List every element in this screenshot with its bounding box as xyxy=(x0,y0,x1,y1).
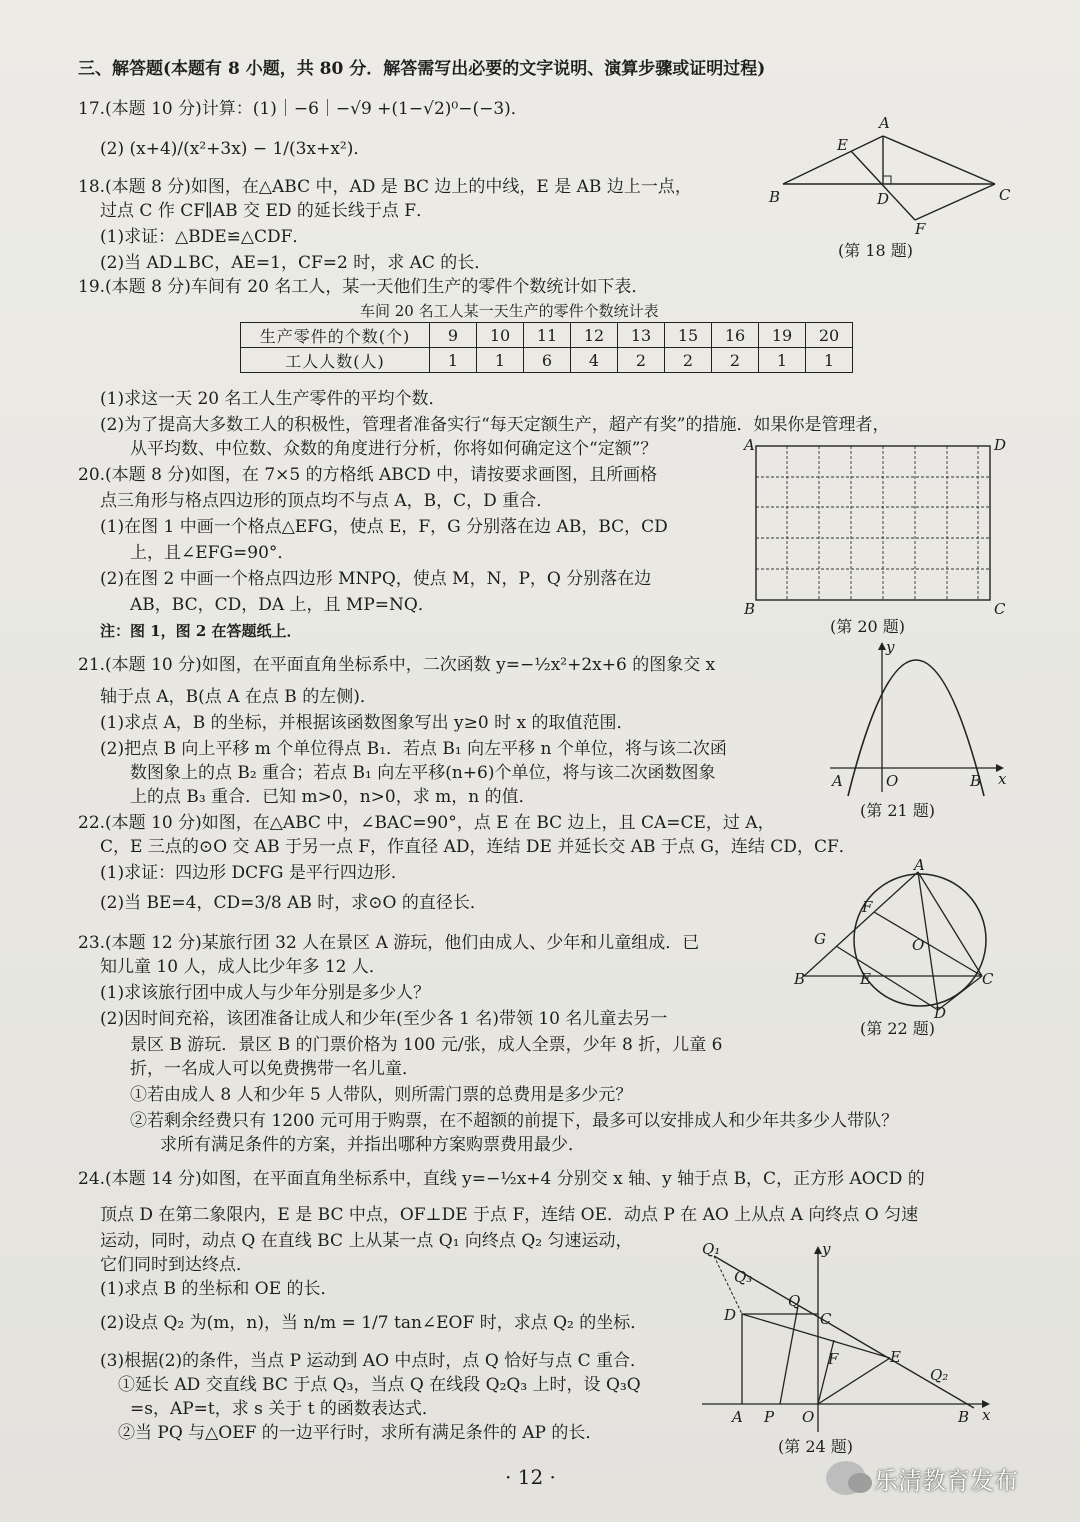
q24-line9: =s，AP=t，求 s 关于 t 的函数表达式． xyxy=(130,1399,439,1419)
q24-line10: ②当 PQ 与△OEF 的一边平行时，求所有满足条件的 AP 的长． xyxy=(118,1423,603,1443)
q24-label-C: C xyxy=(820,1310,832,1328)
q19-table xyxy=(240,322,853,373)
q19-parts-cell: 11 xyxy=(524,323,571,348)
q24-line7: (3)根据(2)的条件，当点 P 运动到 AO 中点时，点 Q 恰好与点 C 重合． xyxy=(100,1351,647,1371)
q18-line4: (2)当 AD⊥BC，AE=1，CF=2 时，求 AC 的长． xyxy=(100,253,492,273)
q21-line1: 21.(本题 10 分)如图，在平面直角坐标系中，二次函数 y=−½x²+2x+6 的图象交 x xyxy=(78,655,716,675)
q19-parts-cell: 16 xyxy=(712,323,759,348)
q23-line1: 23.(本题 12 分)某旅行团 32 人在景区 A 游玩，他们由成人、少年和儿童组成．已 xyxy=(78,933,700,953)
q24-figure xyxy=(694,1240,994,1450)
q20-line6: AB，BC，CD，DA 上，且 MP=NQ． xyxy=(130,595,435,615)
q19-line4: 从平均数、中位数、众数的角度进行分析，你将如何确定这个“定额”？ xyxy=(130,439,658,459)
q22-caption: (第 22 题) xyxy=(860,1019,936,1038)
q21-line5: 数图象上的点 B₂ 重合；若点 B₁ 向左平移(n+6)个单位，将与该二次函数图象 xyxy=(130,763,716,783)
q19-workers-cell: 2 xyxy=(712,348,759,373)
q22-line2: C，E 三点的⊙O 交 AB 于另一点 F，作直径 AD，连结 DE 并延长交 AB 于点 G，连结 CD，CF． xyxy=(100,837,856,857)
q24-label-P: P xyxy=(764,1408,775,1426)
q19-workers-cell: 1 xyxy=(759,348,806,373)
q21-label-y: y xyxy=(886,638,895,656)
q19-parts-cell: 9 xyxy=(430,323,477,348)
q23-line4: (2)因时间充裕，该团准备让成人和少年(至少各 1 名)带领 10 名儿童去另一 xyxy=(100,1009,668,1029)
q22-line4: (2)当 BE=4，CD=3/8 AB 时，求⊙O 的直径长． xyxy=(100,893,487,913)
q24-label-Q2: Q₂ xyxy=(930,1366,949,1384)
q20-label-D: D xyxy=(994,436,1007,454)
q19-line3: (2)为了提高大多数工人的积极性，管理者准备实行“每天定额生产，超产有奖”的措施．如果你是管理者， xyxy=(100,415,890,435)
q18-line2: 过点 C 作 CF∥AB 交 ED 的延长线于点 F． xyxy=(100,201,434,221)
q19-workers-cell: 4 xyxy=(571,348,618,373)
q18-line1: 18.(本题 8 分)如图，在△ABC 中，AD 是 BC 边上的中线，E 是 AB 边上一点， xyxy=(78,177,692,197)
q24-label-O: O xyxy=(802,1408,815,1426)
q18-caption: (第 18 题) xyxy=(838,241,914,260)
q19-parts-cell: 12 xyxy=(571,323,618,348)
q23-line3: (1)求该旅行团中成人与少年分别是多少人？ xyxy=(100,983,431,1003)
q20-label-A: A xyxy=(744,436,755,454)
q18-label-B: B xyxy=(769,188,781,206)
q19-workers-cell: 1 xyxy=(477,348,524,373)
section-title: 三、解答题(本题有 8 小题，共 80 分．解答需写出必要的文字说明、演算步骤或证明过程) xyxy=(78,59,766,79)
q23-line9: 求所有满足条件的方案，并指出哪种方案购票费用最少． xyxy=(160,1135,585,1155)
q22-label-A: A xyxy=(914,858,925,874)
q24-line2: 顶点 D 在第二象限内，E 是 BC 中点，OF⊥DE 于点 F，连结 OE．动点 P 在 AO 上从点 A 向终点 O 匀速 xyxy=(100,1205,919,1225)
q24-label-F: F xyxy=(828,1350,839,1368)
q22-label-F: F xyxy=(862,898,873,916)
q21-label-x: x xyxy=(998,770,1007,788)
q24-line1: 24.(本题 14 分)如图，在平面直角坐标系中，直线 y=−½x+4 分别交 x 轴、y 轴于点 B，C，正方形 AOCD 的 xyxy=(78,1169,925,1189)
q24-line8: ①延长 AD 交直线 BC 于点 Q₃，当点 Q 在线段 Q₂Q₃ 上时，设 Q₃Q xyxy=(118,1375,641,1395)
watermark xyxy=(826,1456,1056,1500)
q19-parts-cell: 20 xyxy=(806,323,853,348)
q17-line2: (2) (x+4)/(x²+3x) − 1/(3x+x²)． xyxy=(100,139,371,159)
q19-parts-cell: 13 xyxy=(618,323,665,348)
q18-label-D: D xyxy=(877,190,890,208)
q20-line1: 20.(本题 8 分)如图，在 7×5 的方格纸 ABCD 中，请按要求画图，且所画格 xyxy=(78,465,658,485)
q22-circle-figure xyxy=(788,858,1018,1018)
q21-label-A: A xyxy=(832,772,843,790)
q21-label-O: O xyxy=(886,772,899,790)
q20-line4: 上，且∠EFG=90°． xyxy=(130,543,295,563)
q21-label-B: B xyxy=(970,772,982,790)
q20-note: 注：图 1，图 2 在答题纸上． xyxy=(100,622,302,640)
q20-line3: (1)在图 1 中画一个格点△EFG，使点 E，F，G 分别落在边 AB，BC，CD xyxy=(100,517,668,537)
q22-line3: (1)求证：四边形 DCFG 是平行四边形． xyxy=(100,863,408,883)
q24-label-B: B xyxy=(958,1408,970,1426)
q19-parts-cell: 19 xyxy=(759,323,806,348)
q19-parts-cell: 10 xyxy=(477,323,524,348)
q21-line2: 轴于点 A，B(点 A 在点 B 的左侧)． xyxy=(100,687,377,707)
q22-label-O: O xyxy=(912,936,925,954)
q24-line4: 它们同时到达终点． xyxy=(100,1255,253,1275)
q21-parabola-figure xyxy=(822,636,1012,798)
q18-label-A: A xyxy=(879,114,890,132)
q24-label-Q3: Q₃ xyxy=(734,1268,753,1286)
q21-caption: (第 21 题) xyxy=(860,801,936,820)
q20-line2: 点三角形与格点四边形的顶点均不与点 A，B，C，D 重合． xyxy=(100,491,554,511)
q19-workers-cell: 1 xyxy=(430,348,477,373)
q18-figure xyxy=(765,108,1025,238)
q24-line5: (1)求点 B 的坐标和 OE 的长． xyxy=(100,1279,338,1299)
q23-line6: 折，一名成人可以免费携带一名儿童． xyxy=(130,1059,419,1079)
q20-line5: (2)在图 2 中画一个格点四边形 MNPQ，使点 M，N，P，Q 分别落在边 xyxy=(100,569,652,589)
q22-label-E: E xyxy=(860,970,871,988)
q18-line3: (1)求证：△BDE≌△CDF． xyxy=(100,227,310,247)
q24-label-y: y xyxy=(822,1240,831,1258)
q19-line2: (1)求这一天 20 名工人生产零件的平均个数． xyxy=(100,389,446,409)
q17-line1: 17.(本题 10 分)计算：(1)｜−6｜−√9 +(1−√2)⁰−(−3)． xyxy=(78,99,528,119)
q22-label-C: C xyxy=(982,970,994,988)
q24-label-D: D xyxy=(724,1306,737,1324)
page-number: · 12 · xyxy=(505,1465,556,1489)
q20-label-C: C xyxy=(994,600,1006,618)
q19-table-title: 车间 20 名工人某一天生产的零件个数统计表 xyxy=(360,302,659,320)
q19-parts-cell: 15 xyxy=(665,323,712,348)
q18-label-C: C xyxy=(999,186,1011,204)
q18-label-E: E xyxy=(837,136,848,154)
q21-line4: (2)把点 B 向上平移 m 个单位得点 B₁．若点 B₁ 向左平移 n 个单位，将与该二次函 xyxy=(100,739,727,759)
q23-line5: 景区 B 游玩．景区 B 的门票价格为 100 元/张，成人全票，少年 8 折，儿童 6 xyxy=(130,1035,723,1055)
q19-row1-label: 生产零件的个数(个) xyxy=(241,323,430,348)
q19-row2-label: 工人人数(人) xyxy=(241,348,430,373)
wechat-icon xyxy=(826,1461,866,1495)
q22-line1: 22.(本题 10 分)如图，在△ABC 中，∠BAC=90°，点 E 在 BC 边上，且 CA=CE，过 A， xyxy=(78,813,775,833)
q20-grid-figure xyxy=(738,432,1018,622)
q23-line2: 知儿童 10 人，成人比少年多 12 人． xyxy=(100,957,386,977)
q22-label-B: B xyxy=(794,970,806,988)
q23-line7: ①若由成人 8 人和少年 5 人带队，则所需门票的总费用是多少元？ xyxy=(130,1085,633,1105)
q21-line3: (1)求点 A，B 的坐标，并根据该函数图象写出 y≥0 时 x 的取值范围． xyxy=(100,713,634,733)
q20-caption: (第 20 题) xyxy=(830,617,906,636)
q20-label-B: B xyxy=(744,600,756,618)
q19-workers-cell: 6 xyxy=(524,348,571,373)
q18-label-F: F xyxy=(915,220,926,238)
q24-label-E: E xyxy=(890,1348,901,1366)
q22-label-D: D xyxy=(934,1004,947,1018)
q24-label-A: A xyxy=(732,1408,743,1426)
q24-caption: (第 24 题) xyxy=(778,1437,854,1456)
q19-workers-cell: 2 xyxy=(618,348,665,373)
watermark-text: 乐清教育发布 xyxy=(874,1466,1018,1495)
q24-label-Q1: Q₁ xyxy=(702,1240,721,1258)
q21-line6: 上的点 B₃ 重合．已知 m>0，n>0，求 m，n 的值． xyxy=(130,787,536,807)
q24-line6: (2)设点 Q₂ 为(m，n)，当 n/m = 1/7 tan∠EOF 时，求点 Q₂ 的坐标． xyxy=(100,1313,648,1333)
q24-label-Q: Q xyxy=(788,1292,801,1310)
q23-line8: ②若剩余经费只有 1200 元可用于购票，在不超额的前提下，最多可以安排成人和少年共多少人带队？ xyxy=(130,1111,899,1131)
q19-workers-cell: 1 xyxy=(806,348,853,373)
q24-label-x: x xyxy=(982,1406,991,1424)
q22-label-G: G xyxy=(814,930,826,948)
q24-line3: 运动，同时，动点 Q 在直线 BC 上从某一点 Q₁ 向终点 Q₂ 匀速运动， xyxy=(100,1231,633,1251)
q19-line1: 19.(本题 8 分)车间有 20 名工人，某一天他们生产的零件个数统计如下表． xyxy=(78,277,649,297)
q19-workers-cell: 2 xyxy=(665,348,712,373)
